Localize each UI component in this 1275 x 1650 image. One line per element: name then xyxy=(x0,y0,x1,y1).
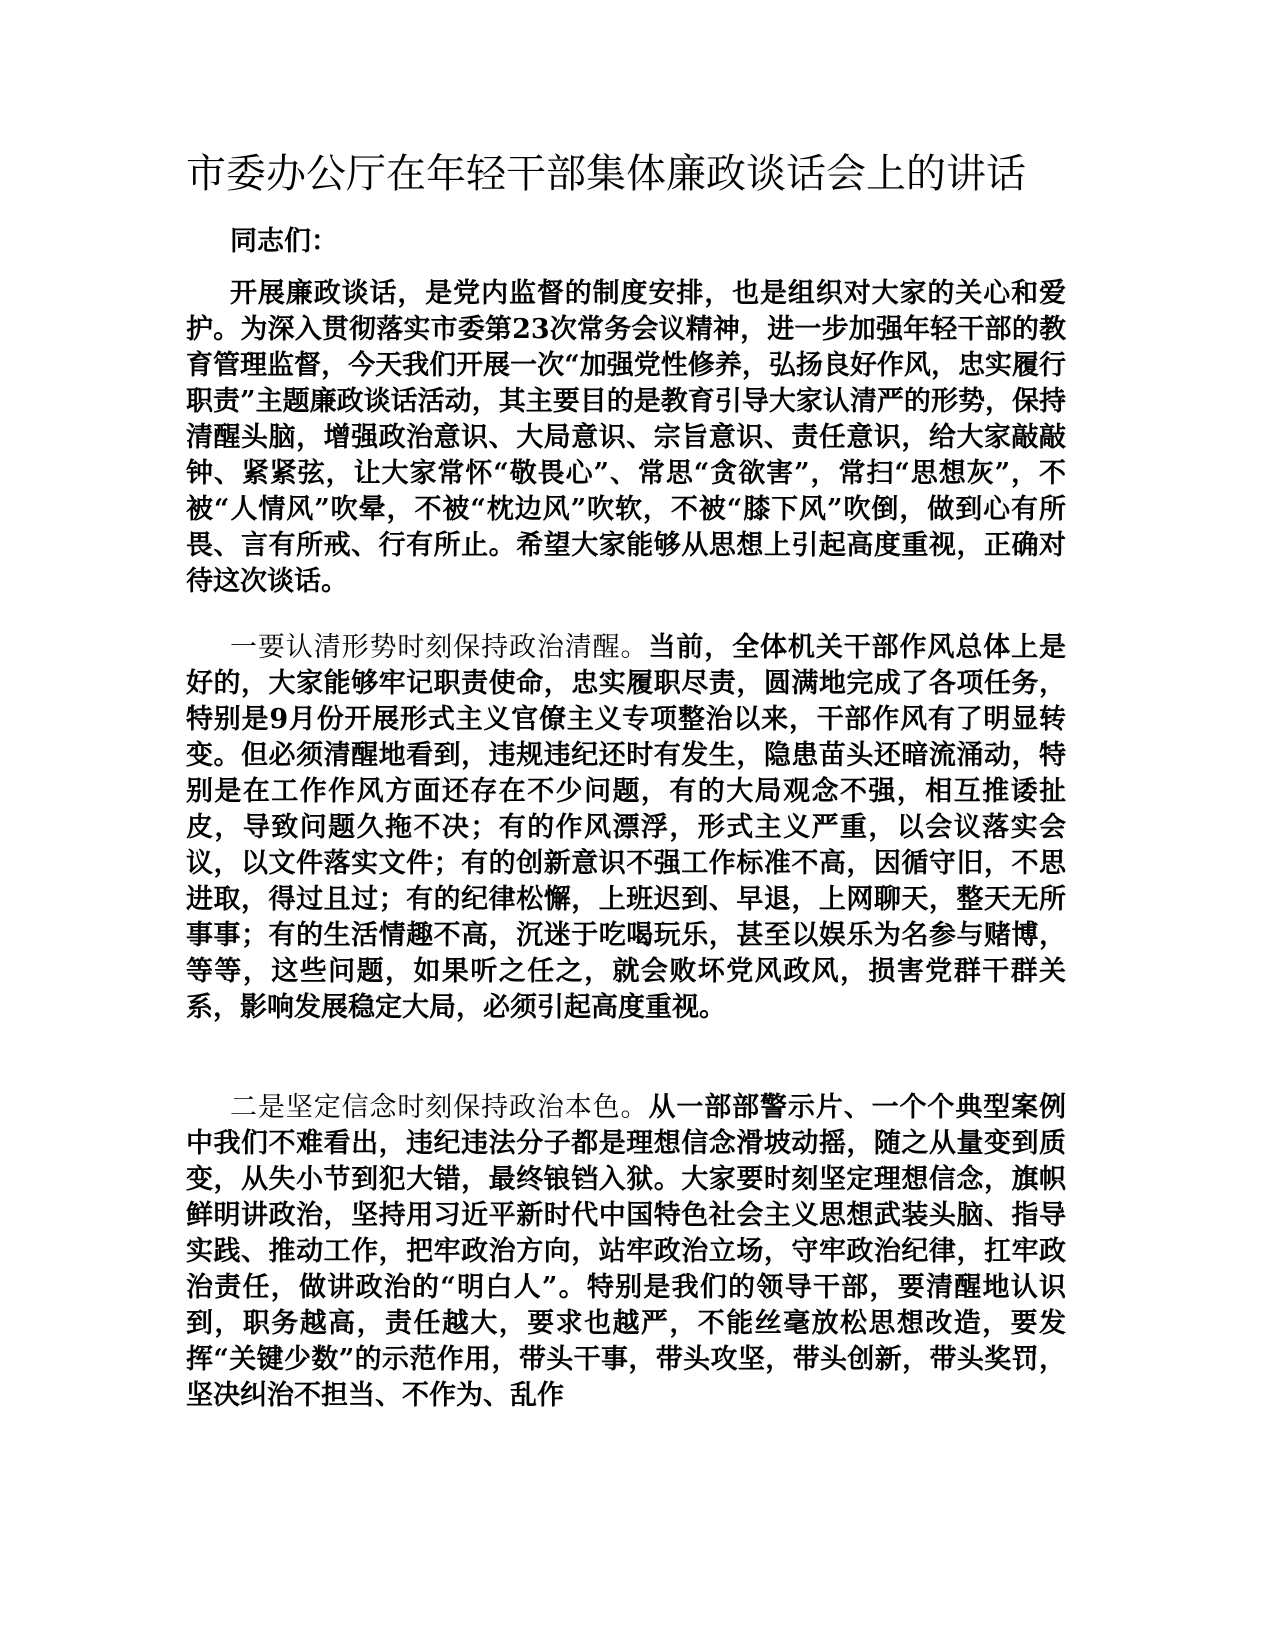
paragraph-intro xyxy=(186,276,1066,600)
paragraph-lead: 一要认清形势时刻保持政治清醒。 xyxy=(230,632,649,663)
salutation: 同志们： xyxy=(230,226,338,257)
document-title: 市委办公厅在年轻干部集体廉政谈话会上的讲话 xyxy=(186,151,1026,197)
paragraph-text: 从一部部警示片、一个个典型案例中我们不难看出，违纪违法分子都是理想信念滑坡动摇，随之从量变到质变，从失小节到犯大错，最终锒铛入狱。大家要时刻坚定理想信念，旗帜鲜明讲政治，坚持用习近平新时代中国特色社会主义思想武装头脑、指导实践、推动工作，把牢政治方向，站牢政治立场，守牢政治纪律，扛牢政治责任，做讲政治的“明白人”。特别是我们的领导干部，要清醒地认识到，职务越高，责任越大，要求也越严，不能丝毫放松思想改造，要发挥“关键少数”的示范作用，带头干事，带头攻坚，带头创新，带头奖罚，坚决纠治不担当、不作为、乱作 xyxy=(186,1092,1067,1411)
paragraph-text: 开展廉政谈话，是党内监督的制度安排，也是组织对大家的关心和爱护。为深入贯彻落实市委第23次常务会议精神，进一步加强年轻干部的教育管理监督，今天我们开展一次“加强党性修养，弘扬良好作风，忠实履行职责”主题廉政谈话活动，其主要目的是教育引导大家认清严的形势，保持清醒头脑，增强政治意识、大局意识、宗旨意识、责任意识，给大家敲敲钟、紧紧弦，让大家常怀“敬畏心”、常思“贪欲害”，常扫“思想灰”，不被“人情风”吹晕，不被“枕边风”吹软，不被“膝下风”吹倒，做到心有所畏、言有所戒、行有所止。希望大家能够从思想上引起高度重视，正确对待这次谈话。 xyxy=(186,278,1066,597)
paragraph-text: 当前，全体机关干部作风总体上是好的，大家能够牢记职责使命，忠实履职尽责，圆满地完成了各项任务，特别是9月份开展形式主义官僚主义专项整治以来，干部作风有了明显转变。但必须清醒地看到，违规违纪还时有发生，隐患苗头还暗流涌动，特别是在工作作风方面还存在不少问题，有的大局观念不强，相互推诿扯皮，导致问题久拖不决；有的作风漂浮，形式主义严重，以会议落实会议，以文件落实文件；有的创新意识不强工作标准不高，因循守旧，不思进取，得过且过；有的纪律松懈，上班迟到、早退，上网聊天，整天无所事事；有的生活情趣不高，沉迷于吃喝玩乐，甚至以娱乐为名参与赌博，等等，这些问题，如果听之任之，就会败坏党风政风，损害党群干群关系，影响发展稳定大局，必须引起高度重视。 xyxy=(186,632,1067,1023)
paragraph-point-two xyxy=(186,1090,1066,1414)
paragraph-point-one xyxy=(186,630,1066,1026)
paragraph-lead: 二是坚定信念时刻保持政治本色。 xyxy=(230,1092,649,1123)
